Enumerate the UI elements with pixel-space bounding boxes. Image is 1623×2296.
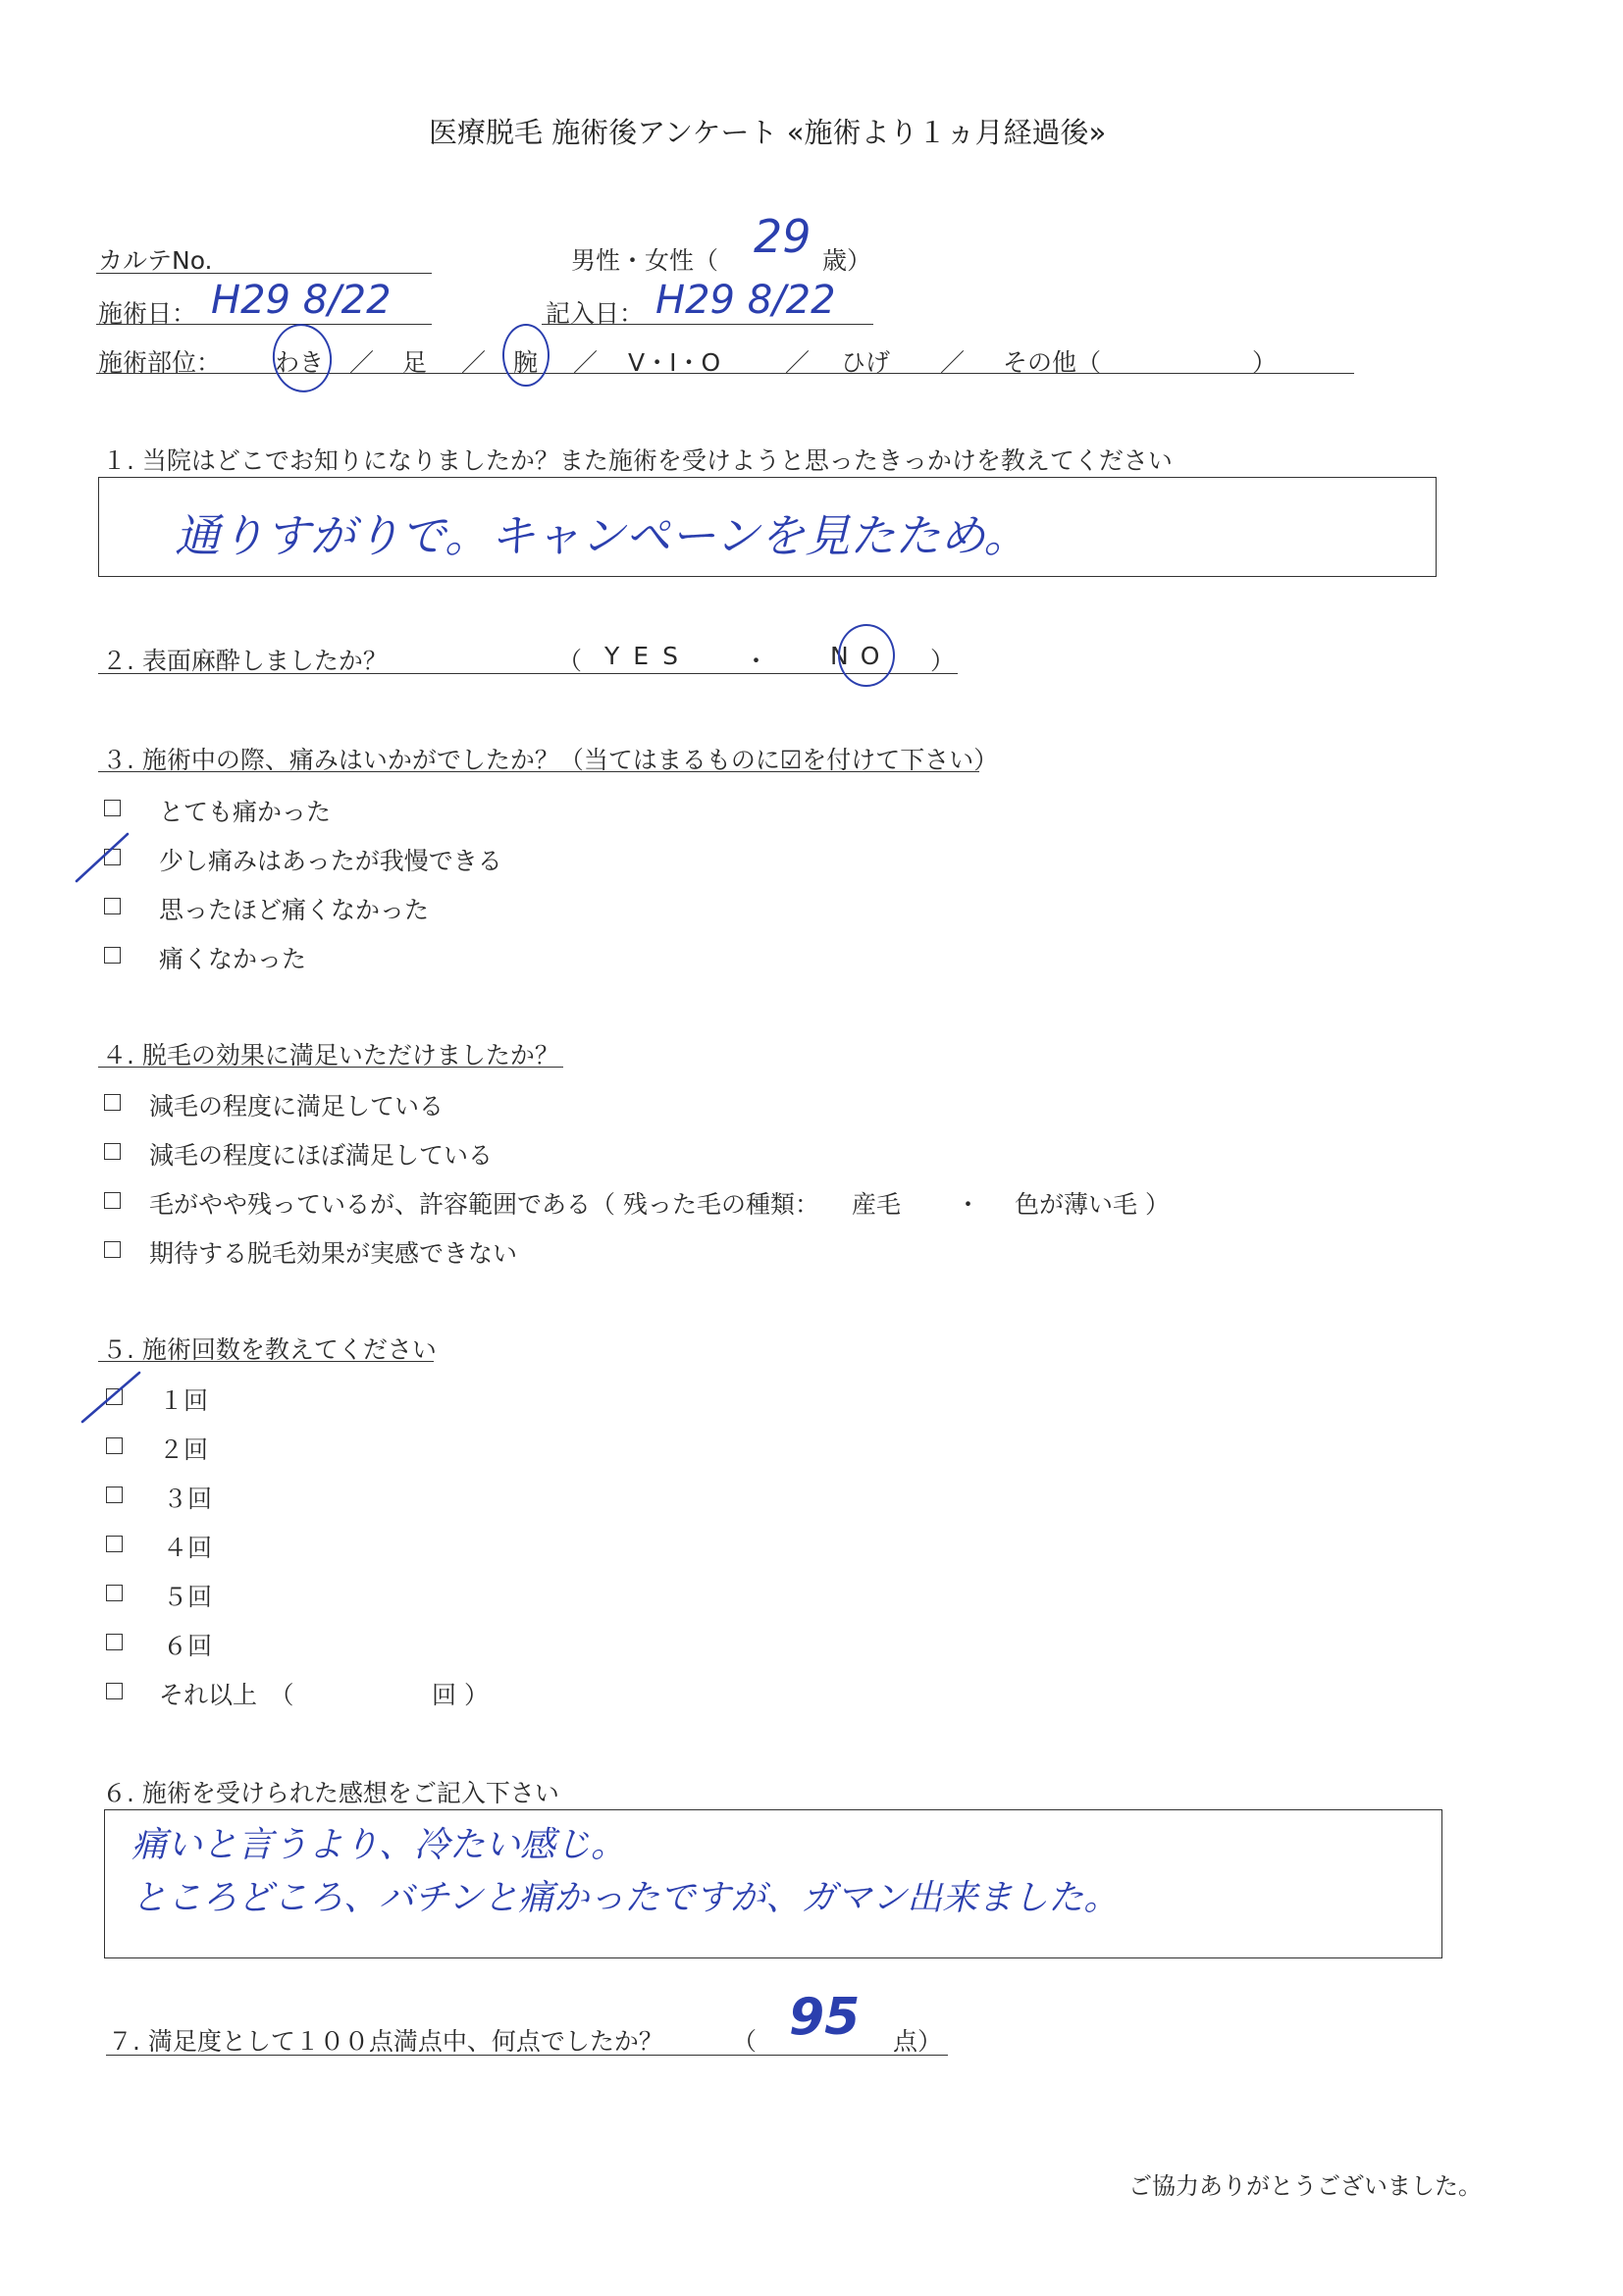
q3-checkbox[interactable] <box>104 947 121 964</box>
q6-answer-line[interactable]: ところどころ、バチンと痛かったですが、ガマン出来ました。 <box>131 1878 1120 1918</box>
age-suffix: 歳） <box>822 246 872 275</box>
q5-line <box>98 1361 434 1362</box>
q5-checkbox[interactable] <box>106 1487 123 1503</box>
age-value[interactable]: 29 <box>754 210 812 263</box>
page-title: 医療脱毛 施術後アンケート «施術より１ヵ月経過後» <box>429 116 1107 149</box>
q7-question: ７. 満足度として１００点満点中、何点でしたか？ <box>108 2027 663 2056</box>
thanks-message: ご協力ありがとうございました。 <box>1128 2172 1482 2200</box>
part-other-close: ） <box>1252 348 1278 377</box>
q4-line <box>98 1067 563 1068</box>
treatment-date-label: 施術日： <box>98 299 197 328</box>
q6-question: ６. 施術を受けられた感想をご記入下さい <box>102 1779 559 1807</box>
q2-close-paren: ） <box>930 647 956 675</box>
q7-suffix: 点） <box>893 2027 943 2056</box>
q3-checkbox[interactable] <box>104 898 121 914</box>
q5-checkbox[interactable] <box>106 1585 123 1601</box>
q4-checkbox[interactable] <box>104 1241 121 1258</box>
q5-more-suffix: 回 ） <box>432 1681 489 1709</box>
q3-option: 痛くなかった <box>159 945 307 973</box>
q5-check-mark <box>79 1369 145 1426</box>
q5-checkbox[interactable] <box>106 1683 123 1699</box>
q7-open-paren: （ <box>732 2027 758 2056</box>
karte-no-label: カルテNo. <box>98 246 213 275</box>
parts-label: 施術部位： <box>98 348 222 377</box>
part-other[interactable]: その他（ <box>1003 348 1102 377</box>
q4-hair-type-separator: ・ <box>956 1190 981 1219</box>
q5-checkbox[interactable] <box>106 1634 123 1650</box>
part-ude[interactable]: 腕 <box>513 348 539 377</box>
part-ashi[interactable]: 足 <box>402 348 428 377</box>
entry-date-label: 記入日： <box>546 299 645 328</box>
q3-option: 少し痛みはあったが我慢できる <box>159 847 502 875</box>
entry-date-line <box>542 324 873 325</box>
part-vio[interactable]: V・I・O <box>628 348 721 377</box>
q5-question: ５. 施術回数を教えてください <box>102 1335 437 1364</box>
q3-line <box>98 771 979 772</box>
q1-answer[interactable]: 通りすがりで。キャンペーンを見たため。 <box>175 509 1029 562</box>
q3-option: 思ったほど痛くなかった <box>159 896 430 924</box>
treatment-date-line <box>96 324 432 325</box>
q3-question: ３. 施術中の際、痛みはいかがでしたか？（当てはまるものに☑を付けて下さい） <box>102 746 999 774</box>
q4-question: ４. 脱毛の効果に満足いただけましたか？ <box>102 1041 559 1070</box>
q5-option: ５回 <box>163 1583 213 1611</box>
q7-score[interactable]: 95 <box>789 1988 861 2047</box>
part-separator: ／ <box>349 348 375 377</box>
q5-checkbox[interactable] <box>106 1536 123 1552</box>
q4-checkbox[interactable] <box>104 1094 121 1111</box>
selected-part-circle <box>268 320 336 396</box>
selected-part-circle <box>502 324 550 387</box>
entry-date-value[interactable]: H29 8/22 <box>655 278 836 323</box>
treatment-date-value[interactable]: H29 8/22 <box>211 278 392 323</box>
q2-separator: ・ <box>744 647 769 675</box>
gender-label: 男性・女性（ <box>571 246 719 275</box>
part-separator: ／ <box>785 348 811 377</box>
q4-hair-type-vellus[interactable]: 産毛 <box>852 1190 902 1219</box>
q5-option: １回 <box>159 1386 209 1415</box>
part-hige[interactable]: ひげ <box>841 348 891 377</box>
part-separator: ／ <box>940 348 966 377</box>
q5-option: ６回 <box>163 1632 213 1660</box>
q4-checkbox[interactable] <box>104 1143 121 1160</box>
q4-option: 減毛の程度にほぼ満足している <box>149 1141 494 1170</box>
q5-option: ３回 <box>163 1485 213 1513</box>
q2-no[interactable]: NO <box>830 642 892 670</box>
q5-option: ４回 <box>163 1534 213 1562</box>
part-separator: ／ <box>461 348 487 377</box>
q5-option: それ以上 （ <box>159 1681 294 1709</box>
q1-question: １. 当院はどこでお知りになりましたか？また施術を受けようと思ったきっかけを教えてください <box>102 446 1173 475</box>
q7-line <box>106 2055 948 2056</box>
q2-selected-circle <box>838 624 895 687</box>
q2-line <box>98 673 958 674</box>
q4-option: 減毛の程度に満足している <box>149 1092 445 1121</box>
q2-yes[interactable]: YES <box>604 642 692 670</box>
q2-question: ２. 表面麻酔しましたか？ <box>102 647 388 675</box>
q6-answer-line[interactable]: 痛いと言うより、冷たい感じ。 <box>131 1825 627 1865</box>
q5-checkbox[interactable] <box>106 1437 123 1454</box>
q3-option: とても痛かった <box>159 798 332 826</box>
q3-checkbox[interactable] <box>104 800 121 816</box>
q2-open-paren: （ <box>557 647 583 675</box>
q4-hair-type-light[interactable]: 色が薄い毛 ） <box>1015 1190 1170 1219</box>
q4-option: 期待する脱毛効果が実感できない <box>149 1239 518 1268</box>
q3-check-mark <box>73 830 131 885</box>
part-separator: ／ <box>573 348 599 377</box>
part-waki[interactable]: わき <box>275 348 325 377</box>
q4-checkbox[interactable] <box>104 1192 121 1209</box>
q4-option: 毛がやや残っているが、許容範囲である（ 残った毛の種類： <box>149 1190 819 1219</box>
karte-no-line <box>96 273 432 274</box>
q5-option: ２回 <box>159 1435 209 1464</box>
